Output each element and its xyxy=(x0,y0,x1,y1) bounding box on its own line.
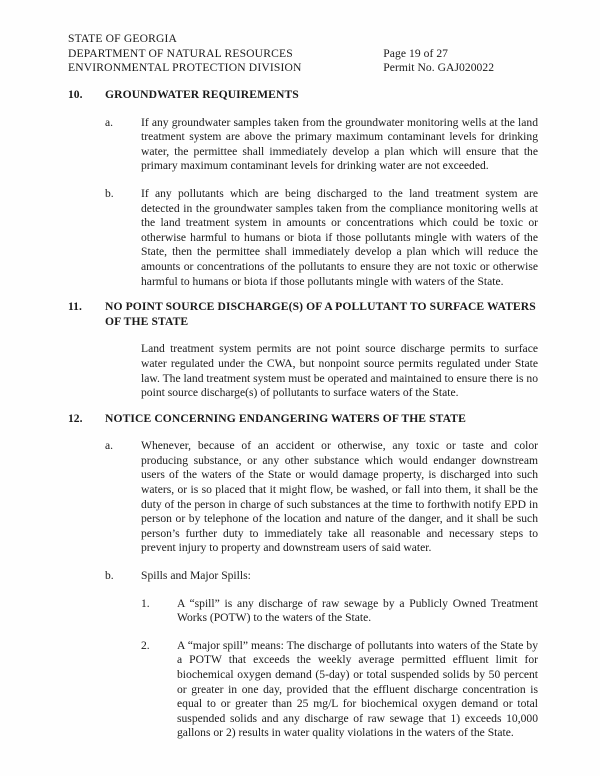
item-marker-12b2: 2. xyxy=(141,638,150,652)
agency-line-division: ENVIRONMENTAL PROTECTION DIVISION xyxy=(68,61,302,74)
item-text-12b2: A “major spill” means: The discharge of pollutants into waters of the State by a POTW that exceeds the weekly average permitted effluent limit for biochemical oxygen demand (5-day) or total suspended solids by 50 percent or greater in one day, provided that the effluent discharge concentration is equal to or greater than 25 mg/L for biochemical oxygen demand or total suspended solids and any discharge of raw sewage that 1) exceeds 10,000 gallons or 2) results in water quality violations in the waters of the State. xyxy=(177,638,538,740)
agency-line-state: STATE OF GEORGIA xyxy=(68,32,178,45)
item-marker-12b: b. xyxy=(105,569,114,583)
item-text-10a: If any groundwater samples taken from the groundwater monitoring wells at the land treatment system are above the primary maximum contaminant levels for drinking water, the permittee shall immediately develop a plan which will ensure that the primary maximum contaminant levels for drinking water are not exceeded. xyxy=(141,115,538,173)
section-body-11: Land treatment system permits are not point source discharge permits to surface water regulated under the CWA, but nonpoint source permits regulated under State law. The land treatment system must be operated and maintained to ensure there is no point source discharge(s) of pollutants to surface waters of the State. xyxy=(141,342,538,400)
item-marker-10a: a. xyxy=(105,115,114,129)
item-text-10b: If any pollutants which are being discharged to the land treatment system are detected in the groundwater samples taken from the compliance monitoring wells at the land treatment system in amounts or concentrations which could be toxic or otherwise harmful to humans or biota if those pollutants mingle with waters of the State, then the permittee shall immediately develop a plan which will reduce the amounts or concentrations of the pollutants to ensure they are not toxic or otherwise harmful to humans or biota if those pollutants mingle with waters of the State. xyxy=(141,186,538,288)
document-body xyxy=(68,88,538,741)
section-heading-10 xyxy=(68,88,538,103)
section-number-12: 12. xyxy=(68,411,83,425)
list-item-10b xyxy=(68,187,538,289)
section-title-11: NO POINT SOURCE DISCHARGE(S) OF A POLLUTANT TO SURFACE WATERS OF THE STATE xyxy=(105,300,536,328)
section-number-11: 11. xyxy=(68,300,82,314)
section-heading-12 xyxy=(68,412,538,427)
item-text-12a: Whenever, because of an accident or otherwise, any toxic or taste and color producing substance, or any other substance which would endanger downstream users of the waters of the State or would damage property, is discharged into such waters, or is so placed that it might flow, be washed, or fall into them, it shall be the duty of the person in charge of such substances at the time to forthwith notify EPD in person or by telephone of the location and nature of the danger, and it shall be such person’s further duty to immediately take all reasonable and necessary steps to prevent injury to property and downstream users of said water. xyxy=(141,439,538,555)
section-spacer xyxy=(68,289,538,300)
list-item-10a xyxy=(68,116,538,174)
list-item-12b2 xyxy=(68,639,538,741)
permit-number-label: Permit No. GAJ020022 xyxy=(383,61,495,74)
page-meta-block xyxy=(383,32,538,76)
section-number-10: 10. xyxy=(68,88,83,101)
item-marker-12a: a. xyxy=(105,439,114,453)
page-number-label: Page 19 of 27 xyxy=(383,46,449,60)
agency-line-department: DEPARTMENT OF NATURAL RESOURCES xyxy=(68,46,293,60)
item-marker-10b: b. xyxy=(105,186,114,200)
item-text-12b: Spills and Major Spills: xyxy=(141,569,251,583)
section-title-12: NOTICE CONCERNING ENDANGERING WATERS OF THE STATE xyxy=(105,411,466,425)
list-item-12b xyxy=(68,569,538,584)
list-item-12a xyxy=(68,439,538,556)
section-heading-11 xyxy=(68,300,538,329)
list-item-12b1 xyxy=(68,597,538,626)
agency-block xyxy=(68,32,317,76)
section-title-10: GROUNDWATER REQUIREMENTS xyxy=(105,88,299,101)
item-text-12b1: A “spill” is any discharge of raw sewage by a Publicly Owned Treatment Works (POTW) to the waters of the State. xyxy=(177,596,538,625)
page-header xyxy=(68,32,538,76)
item-marker-12b1: 1. xyxy=(141,596,150,610)
section-spacer xyxy=(68,401,538,412)
